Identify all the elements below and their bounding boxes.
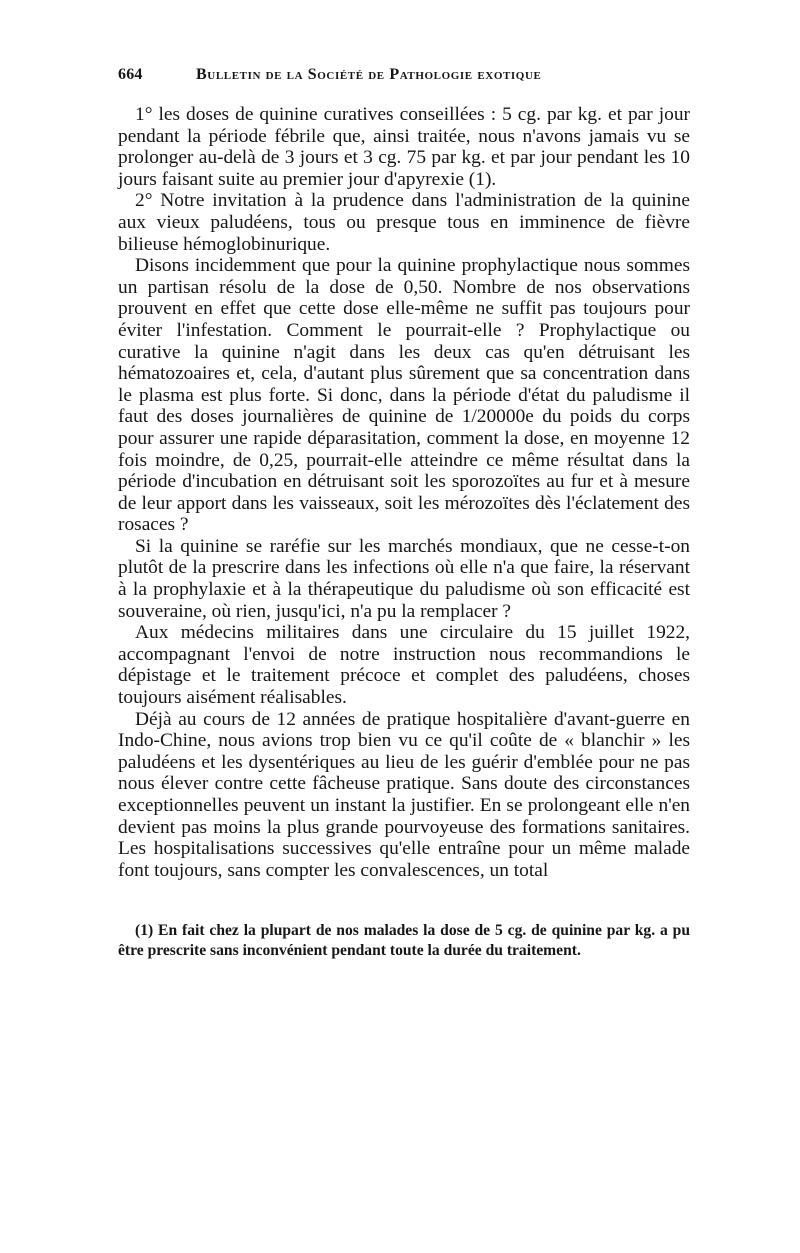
journal-title: Bulletin de la Société de Pathologie exotique bbox=[196, 66, 542, 83]
footnote-spacer bbox=[118, 881, 690, 921]
paragraph-1: 1° les doses de quinine curatives conseillées : 5 cg. par kg. et par jour pendant la période fébrile que, ainsi traitée, nous n'avons jamais vu se prolonger au-delà de 3 jours et 3 cg. 75 par kg. et par jour pendant les 10 jours faisant suite au premier jour d'apyrexie (1). bbox=[118, 104, 690, 190]
paragraph-4: Si la quinine se raréfie sur les marchés mondiaux, que ne cesse-t-on plutôt de la prescrire dans les infections où elle n'a que faire, la réservant à la prophylaxie et à la thérapeutique du paludisme où son efficacité est souveraine, où rien, jusqu'ici, n'a pu la remplacer ? bbox=[118, 535, 690, 622]
paragraph-6: Déjà au cours de 12 années de pratique hospitalière d'avant-guerre en Indo-Chine, nous avions trop bien vu ce qu'il coûte de « blanchir » les paludéens et les dysentériques au lieu de les guérir d'emblée pour ne pas nous élever contre cette fâcheuse pratique. Sans doute des circonstances exceptionnelles peuvent un instant la justifier. En se prolongeant elle n'en devient pas moins la plus grande pourvoyeuse des formations sanitaires. Les hospitalisations successives qu'elle entraîne pour un même malade font toujours, sans compter les convalescences, un total bbox=[118, 708, 690, 881]
paragraph-2: 2° Notre invitation à la prudence dans l'administration de la quinine aux vieux paludéens, tous ou presque tous en imminence de fièvre bilieuse hémoglobinurique. bbox=[118, 190, 690, 255]
page-content bbox=[118, 66, 690, 960]
body-text bbox=[118, 104, 690, 881]
running-head bbox=[118, 66, 690, 104]
paragraph-5: Aux médecins militaires dans une circulaire du 15 juillet 1922, accompagnant l'envoi de notre instruction nous recommandions le dépistage et le traitement précoce et complet des paludéens, choses toujours aisément réalisables. bbox=[118, 622, 690, 709]
paragraph-3: Disons incidemment que pour la quinine prophylactique nous sommes un partisan résolu de la dose de 0,50. Nombre de nos observations prouvent en effet que cette dose elle-même ne suffit pas toujours pour éviter l'infestation. Comment le pourrait-elle ? Prophylactique ou curative la quinine n'agit dans les deux cas qu'en détruisant les hématozoaires et, cela, d'autant plus sûrement que sa concentration dans le plasma est plus forte. Si donc, dans la période d'état du paludisme il faut des doses journalières de quinine de 1/20000e du poids du corps pour assurer une rapide déparasitation, comment la dose, en moyenne 12 fois moindre, de 0,25, pourrait-elle atteindre ce même résultat dans la période d'incubation en détruisant soit les sporozoïtes au fur et à mesure de leur apport dans les vaisseaux, soit les mérozoïtes dès l'éclatement des rosaces ? bbox=[118, 255, 690, 536]
footnote: (1) En fait chez la plupart de nos malades la dose de 5 cg. de quinine par kg. a pu être prescrite sans inconvénient pendant toute la durée du traitement. bbox=[118, 922, 690, 959]
page-number: 664 bbox=[118, 66, 143, 83]
